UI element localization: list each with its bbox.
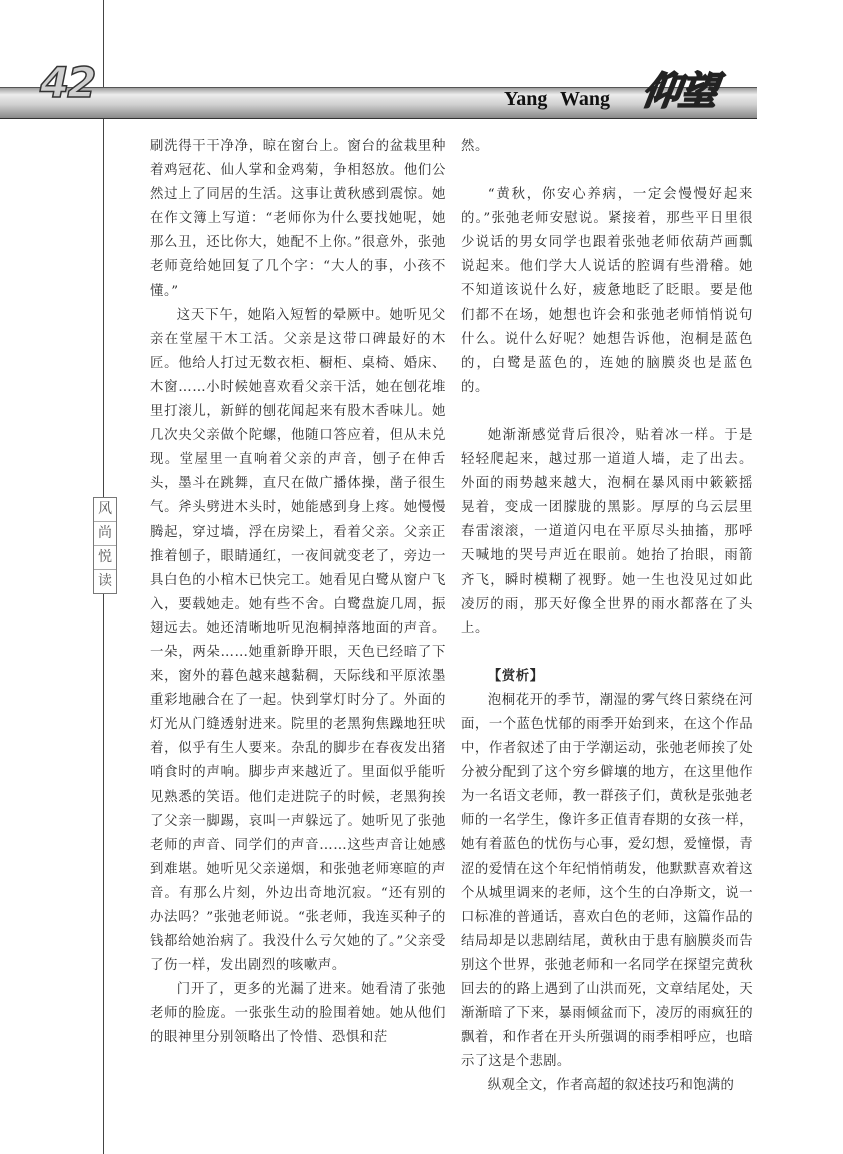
section-side-tab — [93, 497, 117, 594]
right-text-column — [461, 135, 753, 1098]
appreciation-heading: 【赏析】 — [487, 668, 544, 684]
side-tab-char: 尚 — [94, 522, 116, 546]
side-tab-char: 悦 — [94, 546, 116, 570]
story-paragraph: 刷洗得干干净净，晾在窗台上。窗台的盆栽里种着鸡冠花、仙人掌和金鸡菊，争相怒放。他们公然过上了同居的生活。这事让黄秋感到震惊。她在作文簿上写道：“老师你为什么要找她呢，她那么丑，还比你大，她配不上你。”很意外，张弛老师竟给她回复了几个字：“大人的事，小孩不懂。” — [150, 139, 446, 299]
appreciation-section — [461, 689, 753, 1099]
side-tab-char: 读 — [98, 573, 112, 589]
story-paragraph: 这天下午，她陷入短暂的晕厥中。她听见父亲在堂屋干木工活。父亲是这带口碑最好的木匠。他给人打过无数衣柜、橱柜、桌椅、婚床、木窗……小时候她喜欢看父亲干活，她在刨花堆里打滚儿，新鲜的刨花闻起来有股木香味儿。她几次央父亲做个陀螺，他随口答应着，但从未兑现。堂屋里一直响着父亲的声音，刨子在伸舌头，墨斗在跳舞，直尺在做广播体操，凿子很生气。斧头劈进木头时，她能感到身上疼。她慢慢腾起，穿过墙，浮在房梁上，看着父亲。父亲正推着刨子，眼睛通红，一夜间就变老了，旁边一具白色的小棺木已快完工。她看见白鹭从窗户飞入，要载她走。她有些不舍。白鹭盘旋几周，振翅远去。她还清晰地听见泡桐掉落地面的声音。一朵，两朵……她重新睁开眼，天色已经暗了下来，窗外的暮色越来越黏稠，天际线和平原浓墨重彩地融合在了一起。快到掌灯时分了。外面的灯光从门缝透射进来。院里的老黑狗焦躁地狂吠着，似乎有生人要来。杂乱的脚步在春夜发出猪哨食时的声响。脚步声来越近了。里面似乎能听见熟悉的笑语。他们走进院子的时候，老黑狗挨了父亲一脚踢，哀叫一声躲远了。她听见了张弛老师的声音、同学们的声音……这些声音让她感到难堪。她听见父亲递烟，和张弛老师寒暄的声音。有那么片刻，外边出奇地沉寂。“还有别的办法吗？”张弛老师说。“张老师，我连买种子的钱都给她治病了。我没什么亏欠她的了。”父亲受了伤一样，发出剧烈的咳嗽声。 — [150, 307, 446, 974]
story-continuation: 然。 — [461, 139, 489, 154]
appreciation-paragraph: 纵观全文，作者高超的叙述技巧和饱满的 — [487, 1078, 735, 1094]
appreciation-paragraph: 泡桐花开的季节，潮湿的雾气终日萦绕在河面，一个蓝色忧郁的雨季开始到来，在这个作品中，作者叙述了由于学潮运动，张弛老师挨了处分被分配到了这个穷乡僻壤的地方，在这里他作为一名语文老师，教一群孩子们，黄秋是张弛老师的一名学生，像许多正值青春期的女孩一样，她有着蓝色的忧伤与心事，爱幻想，爱憧憬，青涩的爱情在这个年纪悄悄萌发，他默默喜欢着这个从城里调来的老师，这个生的白净斯文，说一口标准的普通话，喜欢白色的老师，这篇作品的结局却是以悲剧结尾，黄秋由于患有脑膜炎而告别这个世界，张弛老师和一名同学在探望完黄秋回去的的路上遇到了山洪而死，文章结尾处，天渐渐暗了下来，暴雨倾盆而下，凌厉的雨疯狂的飘着，和作者在开头所强调的雨季相呼应，也暗示了这是个悲剧。 — [461, 692, 753, 1070]
page-number: 42 — [40, 58, 95, 107]
story-paragraph: “黄秋，你安心养病，一定会慢慢好起来的。”张弛老师安慰说。紧接着，那些平日里很少说话的男女同学也跟着张弛老师依葫芦画瓢说起来。他们学大人说话的腔调有些滑稽。她不知道该说什么好，疲惫地眨了眨眼。要是他们都不在场，她想也许会和张弛老师悄悄说句什么。说什么好呢？她想告诉他，泡桐是蓝色的，白鹭是蓝色的，连她的脑膜炎也是蓝色的。 — [461, 187, 753, 395]
story-paragraph: 门开了，更多的光漏了进来。她看清了张弛老师的脸庞。一张张生动的脸围着她。她从他们的眼神里分别领略出了怜惜、恐惧和茫 — [150, 982, 446, 1046]
side-tab-char: 风 — [94, 498, 116, 522]
left-text-column — [150, 135, 446, 1051]
story-paragraph: 她渐渐感觉背后很冷，贴着冰一样。于是轻轻爬起来，越过那一道道人墙，走了出去。外面的雨势越来越大，泡桐在暴风雨中簌簌摇晃着，变成一团朦胧的黑影。厚厚的乌云层里春雷滚滚，一道道闪电在平原尽头抽搐，那呼天喊地的哭号声近在眼前。她抬了抬眼，雨箭齐飞，瞬时模糊了视野。她一生也没见过如此凌厉的雨，那天好像全世界的雨水都落在了头上。 — [461, 427, 753, 636]
running-head: Yang Wang — [504, 88, 611, 110]
column-logo: 仰望 — [639, 69, 720, 113]
